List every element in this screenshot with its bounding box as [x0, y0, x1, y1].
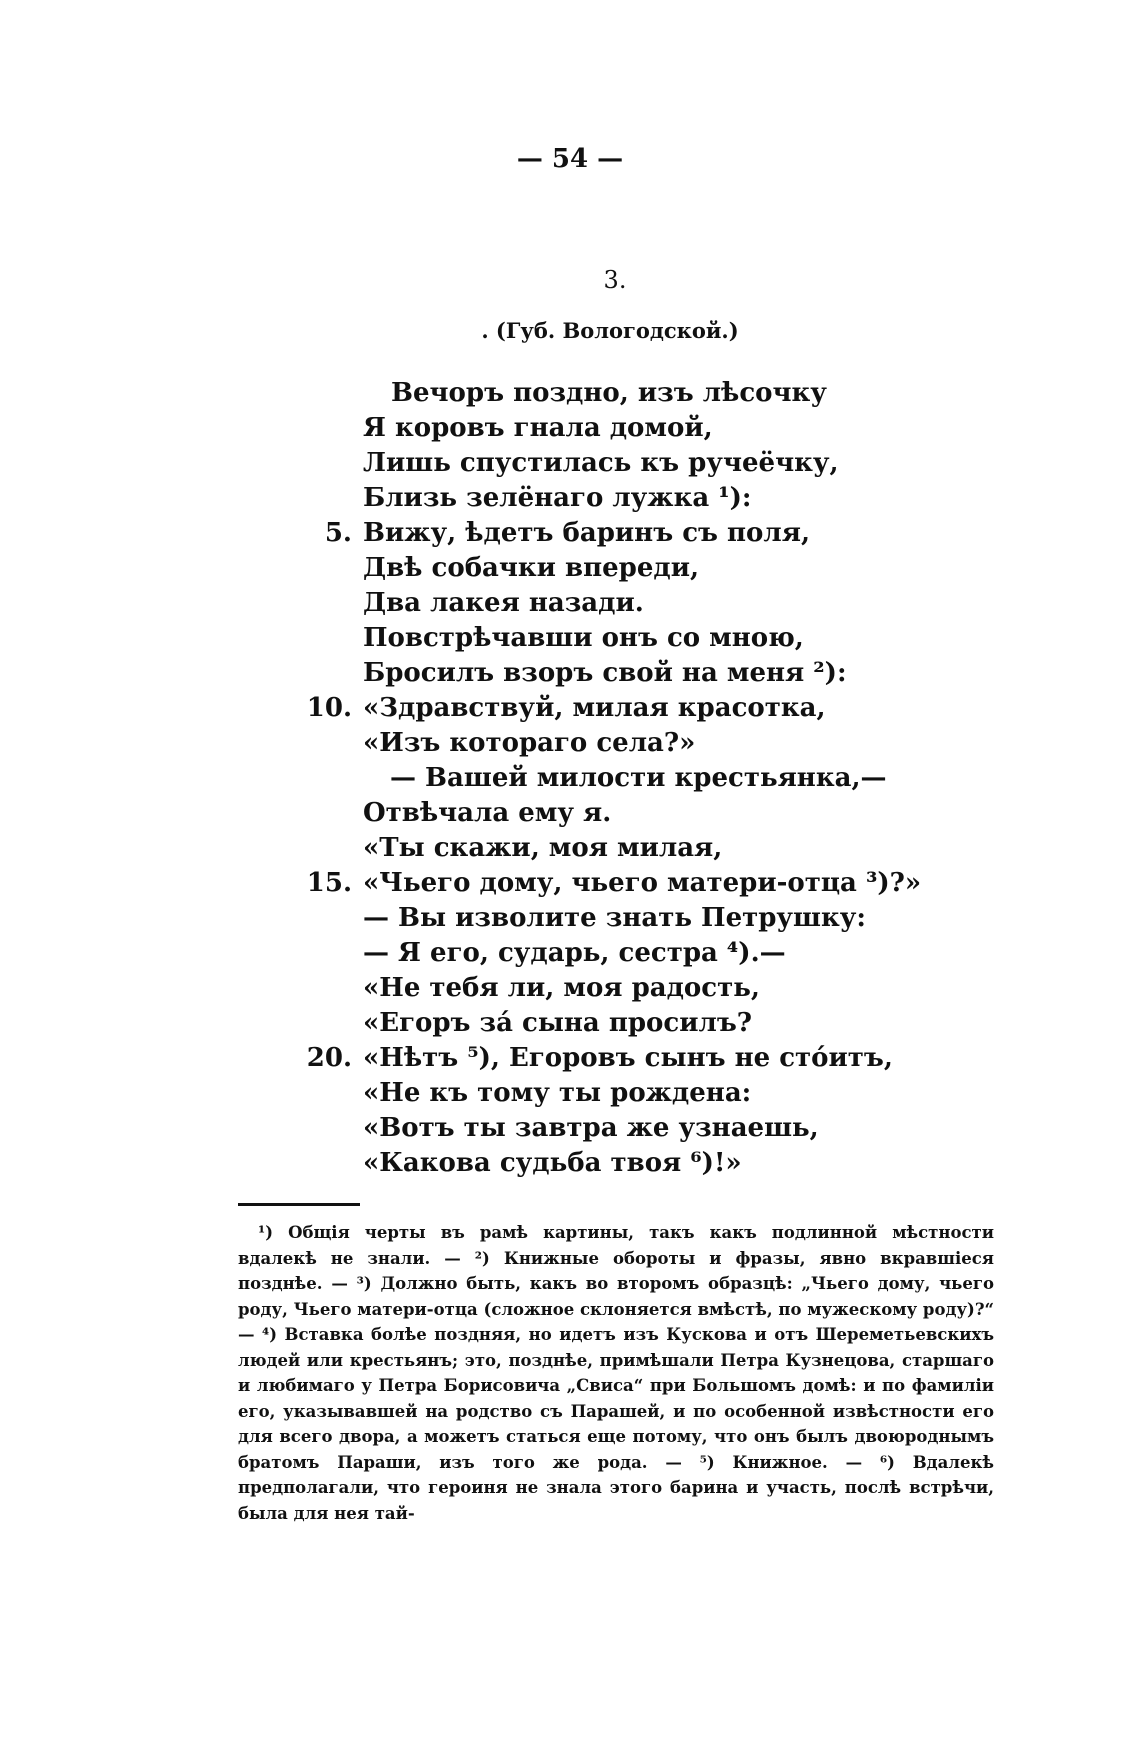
verse-line: [300, 831, 920, 866]
line-number: 15.: [306, 868, 352, 898]
footnotes: [238, 1220, 994, 1526]
verse-line: [300, 691, 920, 726]
verse-line: [300, 446, 920, 481]
line-text: Я коровъ гнала домой,: [363, 413, 713, 443]
verse-line: [300, 936, 920, 971]
line-text: Двѣ собачки впереди,: [363, 553, 700, 583]
verse-line: [300, 621, 920, 656]
line-text: «Вотъ ты завтра же узнаешь,: [363, 1113, 819, 1143]
verse-line: [300, 971, 920, 1006]
verse-line: [300, 1111, 920, 1146]
line-number: 5.: [324, 518, 352, 548]
verse-line: [300, 551, 920, 586]
verse-line: [300, 376, 920, 411]
footnote-text: ¹) Общія черты въ рамѣ картины, такъ какъ подлинной мѣстности вдалекѣ не знали. — ²) Книжные обороты и фразы, явно вкравшіеся позднѣе. — ³) Должно быть, какъ во второмъ образцѣ: „Чьего дому, чьего роду, Чьего матери-отца (сложное склоняется вмѣстѣ, по мужескому роду)?“ — ⁴) Вставка болѣе поздняя, но идетъ изъ Кускова и отъ Шереметьевскихъ людей или крестьянъ; это, позднѣе, примѣшали Петра Кузнецова, старшаго и любимаго у Петра Борисовича „Свиса“ при Большомъ домѣ: и по фамиліи его, указывавшей на родство съ Парашей, и по особенной извѣстности его для всего двора, а можетъ статься еще потому, что онъ былъ двоюроднымъ братомъ Параши, изъ того же рода. — ⁵) Книжное. — ⁶) Вдалекѣ предполагали, что героиня не знала этого барина и участь, послѣ встрѣчи, была для нея тай-: [238, 1223, 994, 1523]
line-text: «Егоръ за́ сына просилъ?: [363, 1008, 753, 1038]
line-text: «Чьего дому, чьего матери-отца ³)?»: [363, 868, 922, 898]
line-text: «Не тебя ли, моя радость,: [363, 973, 760, 1003]
verse-line: [300, 411, 920, 446]
line-text: «Не къ тому ты рождена:: [363, 1078, 752, 1108]
verse-line: [300, 796, 920, 831]
verse-line: [300, 761, 920, 796]
line-text: Близь зелёнаго лужка ¹):: [363, 483, 752, 513]
line-text: Вижу, ѣдетъ баринъ съ поля,: [363, 518, 810, 548]
verse-line: [300, 586, 920, 621]
line-text: «Какова судьба твоя ⁶)!»: [363, 1148, 742, 1178]
line-text: — Вашей милости крестьянка,—: [390, 763, 887, 793]
verse-line: [300, 656, 920, 691]
verse-line: [300, 481, 920, 516]
page-number: — 54 —: [516, 144, 624, 174]
verse-line: [300, 516, 920, 551]
poem-source: . (Губ. Вологодской.): [481, 318, 739, 343]
line-text: Два лакея назади.: [363, 588, 644, 618]
line-text: — Вы изволите знать Петрушку:: [363, 903, 867, 933]
verse-line: [300, 901, 920, 936]
line-text: — Я его, сударь, сестра ⁴).—: [363, 938, 786, 968]
line-text: Лишь спустилась къ ручеёчку,: [363, 448, 839, 478]
line-number: 10.: [306, 693, 352, 723]
poem-number: 3.: [603, 266, 627, 294]
verse-line: [300, 726, 920, 761]
verse-line: [300, 1076, 920, 1111]
line-text: Вечоръ поздно, изъ лѣсочку: [391, 378, 827, 408]
verse-line: [300, 1006, 920, 1041]
verse-line: [300, 1146, 920, 1181]
line-text: Повстрѣчавши онъ со мною,: [363, 623, 804, 653]
line-number: 20.: [306, 1043, 352, 1073]
line-text: «Изъ котораго села?»: [363, 728, 696, 758]
poem-verse: [300, 376, 920, 1181]
verse-line: [300, 1041, 920, 1076]
line-text: «Ты скажи, моя милая,: [363, 833, 723, 863]
line-text: «Нѣтъ ⁵), Егоровъ сынъ не сто́итъ,: [363, 1043, 893, 1073]
line-text: Отвѣчала ему я.: [363, 798, 612, 828]
verse-line: [300, 866, 920, 901]
footnote-divider: [238, 1203, 360, 1206]
line-text: «Здравствуй, милая красотка,: [363, 693, 826, 723]
line-text: Бросилъ взоръ свой на меня ²):: [363, 658, 847, 688]
